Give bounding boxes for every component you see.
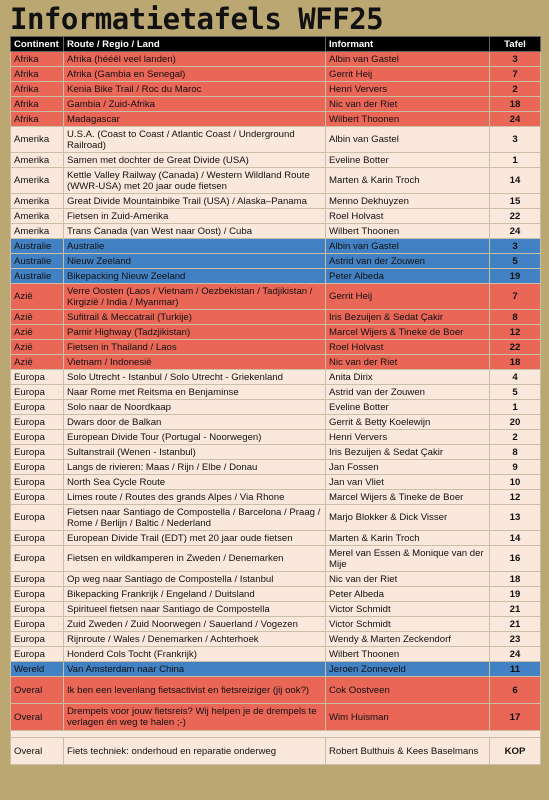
cell-continent: Europa — [11, 370, 64, 385]
cell-route: Bikepacking Frankrijk / Engeland / Duitsland — [64, 587, 326, 602]
cell-continent: Afrika — [11, 97, 64, 112]
cell-informant: Jan Fossen — [326, 460, 490, 475]
cell-informant: Wilbert Thoonen — [326, 112, 490, 127]
cell-tafel: 18 — [490, 97, 541, 112]
cell-route: Solo Utrecht - Istanbul / Solo Utrecht - Griekenland — [64, 370, 326, 385]
cell-informant: Robert Bulthuis & Kees Baselmans — [326, 738, 490, 765]
cell-tafel: 4 — [490, 370, 541, 385]
cell-continent: Afrika — [11, 52, 64, 67]
table-row — [11, 269, 541, 284]
cell-continent: Amerika — [11, 209, 64, 224]
cell-informant: Astrid van der Zouwen — [326, 385, 490, 400]
cell-continent: Europa — [11, 475, 64, 490]
table-row — [11, 677, 541, 704]
cell-continent: Amerika — [11, 224, 64, 239]
cell-continent: Amerika — [11, 194, 64, 209]
cell-route: Sufitrail & Meccatrail (Turkije) — [64, 310, 326, 325]
table-row — [11, 97, 541, 112]
info-table — [10, 36, 541, 765]
table-row — [11, 355, 541, 370]
table-row — [11, 112, 541, 127]
cell-informant: Roel Holvast — [326, 209, 490, 224]
cell-informant: Henri Ververs — [326, 82, 490, 97]
cell-route: Nieuw Zeeland — [64, 254, 326, 269]
cell-informant: Albin van Gastel — [326, 127, 490, 153]
cell-tafel: 14 — [490, 531, 541, 546]
cell-informant: Gerrit Heij — [326, 284, 490, 310]
cell-informant: Peter Albeda — [326, 587, 490, 602]
cell-tafel: 6 — [490, 677, 541, 704]
cell-informant: Iris Bezuijen & Sedat Çakir — [326, 445, 490, 460]
table-row — [11, 546, 541, 572]
cell-route: Fietsen en wildkamperen in Zweden / Denemarken — [64, 546, 326, 572]
cell-tafel: 23 — [490, 632, 541, 647]
cell-informant: Wilbert Thoonen — [326, 224, 490, 239]
cell-tafel: 18 — [490, 355, 541, 370]
cell-informant: Victor Schmidt — [326, 617, 490, 632]
table-row — [11, 647, 541, 662]
header-continent: Continent — [11, 37, 64, 52]
cell-route: Solo naar de Noordkaap — [64, 400, 326, 415]
cell-route: Samen met dochter de Great Divide (USA) — [64, 153, 326, 168]
table-row — [11, 704, 541, 731]
cell-continent: Overal — [11, 677, 64, 704]
table-row — [11, 385, 541, 400]
cell-tafel: 12 — [490, 490, 541, 505]
table-row — [11, 617, 541, 632]
cell-informant: Victor Schmidt — [326, 602, 490, 617]
cell-tafel: 19 — [490, 587, 541, 602]
cell-continent: Overal — [11, 704, 64, 731]
cell-continent: Europa — [11, 490, 64, 505]
table-row — [11, 67, 541, 82]
table-row — [11, 310, 541, 325]
spacer-cell — [11, 731, 541, 738]
cell-informant: Marcel Wijers & Tineke de Boer — [326, 325, 490, 340]
cell-informant: Menno Dekhuyzen — [326, 194, 490, 209]
cell-route: Sultanstrail (Wenen - Istanbul) — [64, 445, 326, 460]
table-row — [11, 127, 541, 153]
cell-continent: Azië — [11, 325, 64, 340]
cell-route: Trans Canada (van West naar Oost) / Cuba — [64, 224, 326, 239]
header-tafel: Tafel — [490, 37, 541, 52]
cell-route: Kettle Valley Railway (Canada) / Western Wildland Route (WWR-USA) met 20 jaar oude fietsen — [64, 168, 326, 194]
cell-continent: Azië — [11, 284, 64, 310]
cell-tafel: 21 — [490, 602, 541, 617]
cell-informant: Marten & Karin Troch — [326, 531, 490, 546]
table-row — [11, 460, 541, 475]
cell-continent: Europa — [11, 430, 64, 445]
cell-continent: Europa — [11, 602, 64, 617]
table-row — [11, 370, 541, 385]
table-row — [11, 738, 541, 765]
cell-route: Afrika (Gambia en Senegal) — [64, 67, 326, 82]
cell-tafel: 3 — [490, 127, 541, 153]
cell-continent: Azië — [11, 310, 64, 325]
table-row — [11, 224, 541, 239]
cell-tafel: 8 — [490, 445, 541, 460]
cell-informant: Marten & Karin Troch — [326, 168, 490, 194]
cell-route: North Sea Cycle Route — [64, 475, 326, 490]
cell-route: Rijnroute / Wales / Denemarken / Achterhoek — [64, 632, 326, 647]
cell-tafel: 3 — [490, 239, 541, 254]
cell-continent: Europa — [11, 546, 64, 572]
cell-tafel: 9 — [490, 460, 541, 475]
cell-tafel: 19 — [490, 269, 541, 284]
cell-continent: Europa — [11, 572, 64, 587]
cell-route: Dwars door de Balkan — [64, 415, 326, 430]
table-row — [11, 662, 541, 677]
cell-tafel: 24 — [490, 647, 541, 662]
cell-tafel: 20 — [490, 415, 541, 430]
cell-informant: Merel van Essen & Monique van der Mije — [326, 546, 490, 572]
cell-informant: Cok Oostveen — [326, 677, 490, 704]
table-row — [11, 602, 541, 617]
table-row — [11, 400, 541, 415]
cell-route: Op weg naar Santiago de Compostella / Istanbul — [64, 572, 326, 587]
cell-continent: Australie — [11, 254, 64, 269]
cell-continent: Amerika — [11, 127, 64, 153]
cell-informant: Nic van der Riet — [326, 97, 490, 112]
cell-continent: Wereld — [11, 662, 64, 677]
cell-continent: Europa — [11, 505, 64, 531]
cell-continent: Australie — [11, 239, 64, 254]
table-row — [11, 632, 541, 647]
cell-route: Drempels voor jouw fietsreis? Wij helpen je de drempels te verlagen én weg te halen ;-) — [64, 704, 326, 731]
cell-informant: Iris Bezuijen & Sedat Çakir — [326, 310, 490, 325]
cell-route: European Divide Tour (Portugal - Noorwegen) — [64, 430, 326, 445]
cell-route: European Divide Trail (EDT) met 20 jaar oude fietsen — [64, 531, 326, 546]
cell-continent: Afrika — [11, 67, 64, 82]
table-row — [11, 194, 541, 209]
cell-informant: Anita Dirix — [326, 370, 490, 385]
cell-continent: Afrika — [11, 112, 64, 127]
table-row — [11, 153, 541, 168]
table-row — [11, 572, 541, 587]
table-row — [11, 430, 541, 445]
cell-route: Madagascar — [64, 112, 326, 127]
cell-informant: Albin van Gastel — [326, 52, 490, 67]
cell-route: Spiritueel fietsen naar Santiago de Compostella — [64, 602, 326, 617]
table-row — [11, 490, 541, 505]
cell-tafel: 8 — [490, 310, 541, 325]
cell-continent: Europa — [11, 587, 64, 602]
cell-continent: Overal — [11, 738, 64, 765]
cell-route: Naar Rome met Reitsma en Benjaminse — [64, 385, 326, 400]
cell-route: Ik ben een levenlang fietsactivist en fietsreiziger (jij ook?) — [64, 677, 326, 704]
cell-tafel: 10 — [490, 475, 541, 490]
cell-route: Fiets techniek: onderhoud en reparatie onderweg — [64, 738, 326, 765]
cell-tafel: 24 — [490, 224, 541, 239]
cell-route: Honderd Cols Tocht (Frankrijk) — [64, 647, 326, 662]
table-body — [11, 52, 541, 765]
cell-continent: Europa — [11, 415, 64, 430]
table-row — [11, 445, 541, 460]
page-title: Informatietafels WFF25 — [10, 2, 384, 36]
cell-route: Fietsen in Zuid-Amerika — [64, 209, 326, 224]
cell-continent: Europa — [11, 385, 64, 400]
cell-continent: Europa — [11, 445, 64, 460]
spacer-row — [11, 731, 541, 738]
cell-tafel: 7 — [490, 67, 541, 82]
cell-continent: Europa — [11, 460, 64, 475]
cell-tafel: 13 — [490, 505, 541, 531]
cell-route: Langs de rivieren: Maas / Rijn / Elbe / Donau — [64, 460, 326, 475]
cell-tafel: 18 — [490, 572, 541, 587]
header-route: Route / Regio / Land — [64, 37, 326, 52]
header-informant: Informant — [326, 37, 490, 52]
cell-tafel: 7 — [490, 284, 541, 310]
cell-informant: Marcel Wijers & Tineke de Boer — [326, 490, 490, 505]
cell-informant: Astrid van der Zouwen — [326, 254, 490, 269]
table-row — [11, 340, 541, 355]
table-row — [11, 168, 541, 194]
table-row — [11, 284, 541, 310]
cell-informant: Henri Ververs — [326, 430, 490, 445]
cell-informant: Nic van der Riet — [326, 355, 490, 370]
cell-route: Verre Oosten (Laos / Vietnam / Oezbekistan / Tadjikistan / Kirgizië / India / Myanmar) — [64, 284, 326, 310]
cell-route: Pamir Highway (Tadzjikistan) — [64, 325, 326, 340]
cell-continent: Azië — [11, 355, 64, 370]
cell-tafel: 21 — [490, 617, 541, 632]
cell-informant: Wilbert Thoonen — [326, 647, 490, 662]
cell-informant: Gerrit Heij — [326, 67, 490, 82]
cell-tafel: 14 — [490, 168, 541, 194]
table-row — [11, 239, 541, 254]
cell-continent: Afrika — [11, 82, 64, 97]
cell-continent: Amerika — [11, 168, 64, 194]
cell-route: Bikepacking Nieuw Zeeland — [64, 269, 326, 284]
table-row — [11, 52, 541, 67]
cell-route: Zuid Zweden / Zuid Noorwegen / Sauerland / Vogezen — [64, 617, 326, 632]
cell-continent: Europa — [11, 400, 64, 415]
cell-route: Vietnam / Indonesië — [64, 355, 326, 370]
cell-continent: Europa — [11, 531, 64, 546]
cell-route: Afrika (hééél veel landen) — [64, 52, 326, 67]
table-row — [11, 325, 541, 340]
cell-informant: Eveline Botter — [326, 400, 490, 415]
cell-tafel: 5 — [490, 254, 541, 269]
cell-tafel: 16 — [490, 546, 541, 572]
cell-tafel: 15 — [490, 194, 541, 209]
cell-informant: Jeroen Zonneveld — [326, 662, 490, 677]
table-row — [11, 531, 541, 546]
cell-informant: Jan van Vliet — [326, 475, 490, 490]
table-row — [11, 475, 541, 490]
cell-continent: Australie — [11, 269, 64, 284]
cell-informant: Albin van Gastel — [326, 239, 490, 254]
cell-informant: Nic van der Riet — [326, 572, 490, 587]
table-row — [11, 82, 541, 97]
cell-tafel: 2 — [490, 82, 541, 97]
cell-tafel: 1 — [490, 153, 541, 168]
cell-informant: Peter Albeda — [326, 269, 490, 284]
cell-tafel: 22 — [490, 340, 541, 355]
table-row — [11, 254, 541, 269]
cell-route: Kenia Bike Trail / Roc du Maroc — [64, 82, 326, 97]
cell-route: Limes route / Routes des grands Alpes / Via Rhone — [64, 490, 326, 505]
cell-route: Great Divide Mountainbike Trail (USA) / Alaska–Panama — [64, 194, 326, 209]
cell-tafel: 24 — [490, 112, 541, 127]
cell-tafel: 17 — [490, 704, 541, 731]
table-header-row — [11, 37, 541, 52]
cell-continent: Europa — [11, 647, 64, 662]
cell-informant: Eveline Botter — [326, 153, 490, 168]
cell-continent: Azië — [11, 340, 64, 355]
cell-informant: Marjo Blokker & Dick Visser — [326, 505, 490, 531]
cell-tafel: 12 — [490, 325, 541, 340]
cell-tafel: 22 — [490, 209, 541, 224]
cell-tafel: 3 — [490, 52, 541, 67]
cell-tafel: 1 — [490, 400, 541, 415]
cell-informant: Roel Holvast — [326, 340, 490, 355]
cell-route: Gambia / Zuid-Afrika — [64, 97, 326, 112]
table-row — [11, 209, 541, 224]
cell-tafel: 11 — [490, 662, 541, 677]
cell-informant: Wendy & Marten Zeckendorf — [326, 632, 490, 647]
table-row — [11, 415, 541, 430]
table-row — [11, 505, 541, 531]
cell-route: Van Amsterdam naar China — [64, 662, 326, 677]
cell-route: Fietsen in Thailand / Laos — [64, 340, 326, 355]
cell-continent: Amerika — [11, 153, 64, 168]
cell-route: Australie — [64, 239, 326, 254]
cell-tafel: KOP — [490, 738, 541, 765]
cell-tafel: 5 — [490, 385, 541, 400]
cell-continent: Europa — [11, 617, 64, 632]
cell-continent: Europa — [11, 632, 64, 647]
cell-tafel: 2 — [490, 430, 541, 445]
cell-route: U.S.A. (Coast to Coast / Atlantic Coast / Underground Railroad) — [64, 127, 326, 153]
cell-route: Fietsen naar Santiago de Compostella / Barcelona / Praag / Rome / Berlijn / Baltic / Nederland — [64, 505, 326, 531]
cell-informant: Gerrit & Betty Koelewijn — [326, 415, 490, 430]
table-row — [11, 587, 541, 602]
cell-informant: Wim Huisman — [326, 704, 490, 731]
